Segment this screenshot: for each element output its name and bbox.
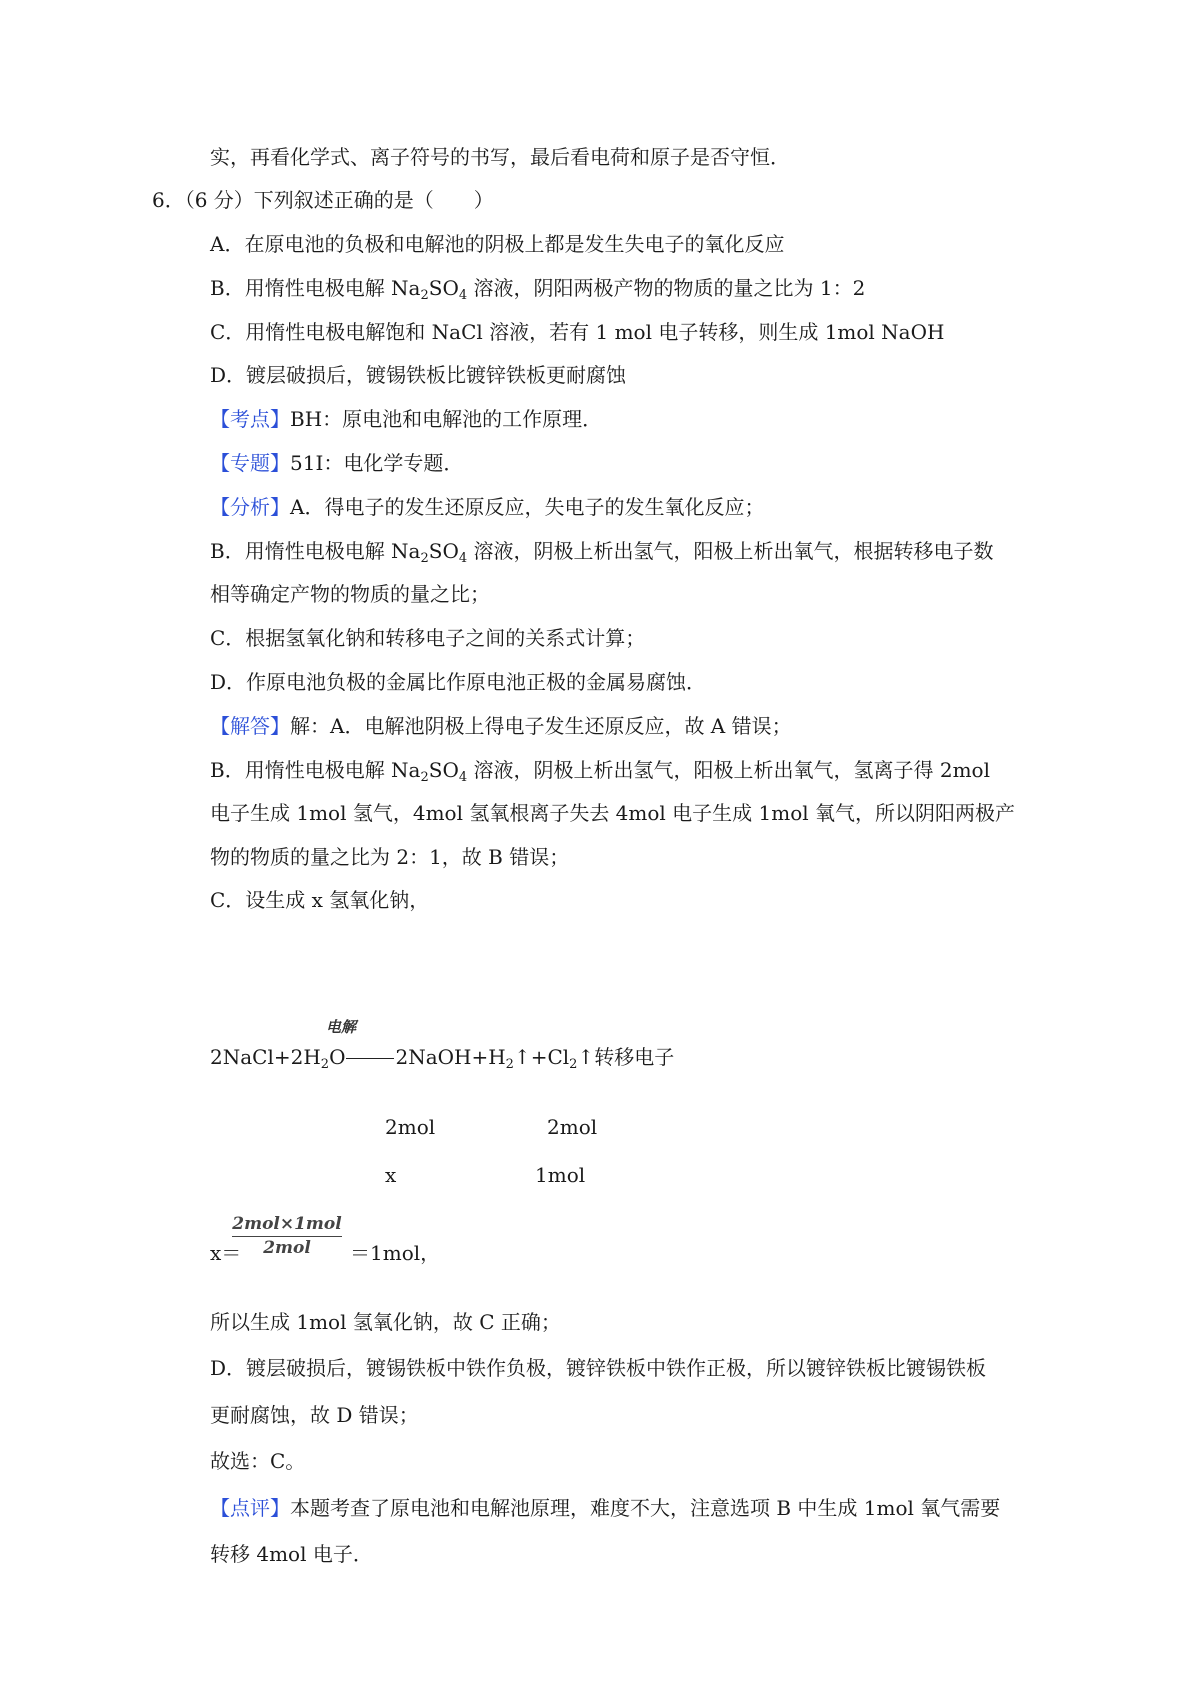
ratio-row-1-left: 2mol <box>385 1115 436 1139</box>
answer-b-line-1: B．用惰性电极电解 $Na_2SO_4$ 溶液，阴极上析出氢气，阳极上析出氧气，氢离子得 2mol <box>210 758 990 785</box>
fenxi-line: 【分析】A．得电子的发生还原反应，失电子的发生氧化反应； <box>210 495 765 519</box>
final-answer: 故选：C。 <box>210 1449 306 1473</box>
answer-b-line-2: 电子生成 1mol 氢气，4mol 氢氧根离子失去 4mol 电子生成 1mol 氧气，所以阴阳两极产 <box>210 801 1016 825</box>
option-c: C．用惰性电极电解饱和 NaCl 溶液，若有 1 mol 电子转移，则生成 1mol NaOH <box>210 320 945 344</box>
option-b: B．用惰性电极电解 $Na_2SO_4$ 溶液，阴阳两极产物的物质的量之比为 1：2 <box>210 276 866 303</box>
dianping-line: 【点评】本题考查了原电池和电解池原理，难度不大，注意选项 B 中生成 1mol 氧气需要 <box>210 1496 1001 1520</box>
x-label: x＝ <box>210 1241 242 1265</box>
analysis-b-line-1: B．用惰性电极电解 $Na_2SO_4$ 溶液，阴极上析出氢气，阳极上析出氧气，根据转移电子数 <box>210 539 994 566</box>
analysis-c: C．根据氢氧化钠和转移电子之间的关系式计算； <box>210 626 646 650</box>
reaction-condition: 电解 <box>326 1018 357 1036</box>
ratio-row-1-right: 2mol <box>547 1115 598 1139</box>
chemical-equation: $2NaCl+2H_2O$ $2NaOH+H_2↑+Cl_2↑$转移电子 <box>210 1045 675 1072</box>
question-title: 6．（6 分）下列叙述正确的是（ ） <box>152 188 494 212</box>
dianping-line-2: 转移 4mol 电子． <box>210 1542 373 1566</box>
text-line: 实，再看化学式、离子符号的书写，最后看电荷和原子是否守恒． <box>210 145 790 169</box>
answer-c-line-1: C．设生成 x 氢氧化钠， <box>210 888 430 912</box>
jieda-line: 【解答】解：A．电解池阴极上得电子发生还原反应，故 A 错误； <box>210 714 792 738</box>
answer-b-line-3: 物的物质的量之比为 2：1，故 B 错误； <box>210 845 570 869</box>
kaodian-tag: 【考点】 <box>210 407 290 431</box>
fraction <box>232 1214 342 1258</box>
fenxi-tag: 【分析】 <box>210 495 290 519</box>
ratio-row-2-left: x <box>385 1163 397 1187</box>
zhuanti-tag: 【专题】 <box>210 451 290 475</box>
analysis-b-line-2: 相等确定产物的物质的量之比； <box>210 582 490 606</box>
ratio-row-2-right: 1mol <box>535 1163 586 1187</box>
fraction-denominator: 2mol <box>263 1238 311 1258</box>
analysis-d: D．作原电池负极的金属比作原电池正极的金属易腐蚀． <box>210 670 707 694</box>
x-result: ＝1mol， <box>350 1241 441 1265</box>
jieda-tag: 【解答】 <box>210 714 290 738</box>
option-a: A．在原电池的负极和电解池的阴极上都是发生失电子的氧化反应 <box>210 232 785 256</box>
option-d: D．镀层破损后，镀锡铁板比镀锌铁板更耐腐蚀 <box>210 363 627 387</box>
kaodian-line: 【考点】BH：原电池和电解池的工作原理． <box>210 407 603 431</box>
fraction-numerator: 2mol×1mol <box>232 1214 342 1237</box>
zhuanti-line: 【专题】51I：电化学专题． <box>210 451 464 475</box>
answer-d-line-2: 更耐腐蚀，故 D 错误； <box>210 1403 419 1427</box>
reaction-arrow-line <box>346 1058 394 1059</box>
dianping-tag: 【点评】 <box>210 1496 290 1520</box>
answer-c-line-2: 所以生成 1mol 氢氧化钠，故 C 正确； <box>210 1310 561 1334</box>
answer-d-line-1: D．镀层破损后，镀锡铁板中铁作负极，镀锌铁板中铁作正极，所以镀锌铁板比镀锡铁板 <box>210 1356 987 1380</box>
